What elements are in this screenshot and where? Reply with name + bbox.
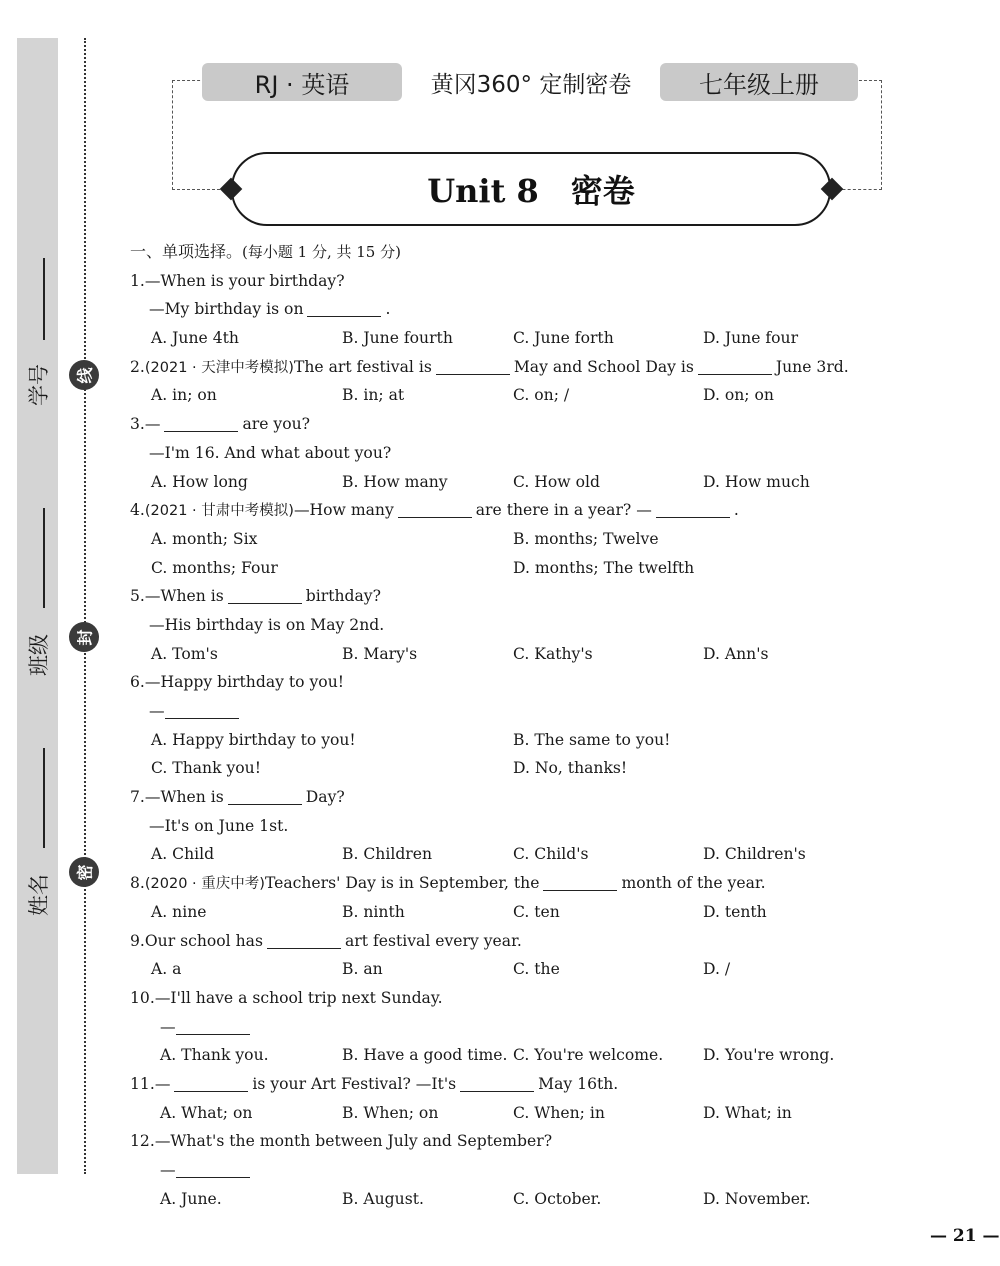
answer-blank[interactable] <box>176 1017 250 1035</box>
question-3: 3.— are you? <box>130 415 311 434</box>
option-c[interactable]: C. How old <box>513 472 600 491</box>
question-4-options-cd <box>130 554 920 583</box>
seal-mark-seal: 封 <box>69 622 99 652</box>
option-d[interactable]: D. / <box>703 960 731 979</box>
question-5: 5.—When is birthday? <box>130 587 381 606</box>
option-c[interactable]: C. June forth <box>513 329 614 348</box>
question-12: 12.—What's the month between July and September? <box>130 1132 553 1151</box>
option-b[interactable]: B. Have a good time. <box>342 1046 508 1065</box>
answer-blank[interactable] <box>267 931 341 949</box>
question-list <box>130 238 920 1213</box>
question-11: 11.— is your Art Festival? —It's May 16th. <box>130 1074 619 1093</box>
option-d[interactable]: D. November. <box>703 1189 811 1208</box>
answer-blank[interactable] <box>543 873 617 891</box>
option-d[interactable]: D. months; The twelfth <box>513 558 695 577</box>
option-b[interactable]: B. The same to you! <box>513 730 671 749</box>
option-a[interactable]: A. month; Six <box>151 529 258 548</box>
question-3-options <box>130 468 920 497</box>
option-d[interactable]: D. You're wrong. <box>703 1046 835 1065</box>
subject-label: RJ · 英语 <box>202 63 402 101</box>
question-6: 6.—Happy birthday to you! <box>130 673 345 692</box>
option-a[interactable]: A. Happy birthday to you! <box>151 730 356 749</box>
grade-label: 七年级上册 <box>660 63 858 101</box>
option-a[interactable]: A. June 4th <box>151 329 239 348</box>
series-title: 黄冈360° 定制密卷 <box>402 63 660 101</box>
cut-line <box>84 38 86 1174</box>
option-d[interactable]: D. Children's <box>703 845 806 864</box>
question-11-options <box>130 1099 920 1128</box>
question-6-answer-line: — <box>130 697 920 726</box>
option-b[interactable]: B. in; at <box>342 386 405 405</box>
question-3-reply: —I'm 16. And what about you? <box>149 443 392 462</box>
answer-blank[interactable] <box>228 586 302 604</box>
option-d[interactable]: D. How much <box>703 472 810 491</box>
option-c[interactable]: C. months; Four <box>151 558 278 577</box>
question-1-options <box>130 324 920 353</box>
option-c[interactable]: C. ten <box>513 902 560 921</box>
option-b[interactable]: B. When; on <box>342 1103 439 1122</box>
option-b[interactable]: B. months; Twelve <box>513 529 659 548</box>
question-2-options <box>130 381 920 410</box>
question-7-reply: —It's on June 1st. <box>149 816 289 835</box>
answer-blank[interactable] <box>164 414 238 432</box>
answer-blank[interactable] <box>656 500 730 518</box>
option-a[interactable]: A. June. <box>160 1189 222 1208</box>
option-c[interactable]: C. When; in <box>513 1103 605 1122</box>
option-d[interactable]: D. What; in <box>703 1103 792 1122</box>
student-id-label: 学号 <box>26 364 51 406</box>
option-c[interactable]: C. October. <box>513 1189 602 1208</box>
option-d[interactable]: D. tenth <box>703 902 767 921</box>
question-5-options <box>130 640 920 669</box>
option-c[interactable]: C. You're welcome. <box>513 1046 664 1065</box>
class-line <box>43 508 45 608</box>
answer-blank[interactable] <box>698 357 772 375</box>
option-a[interactable]: A. How long <box>151 472 248 491</box>
option-a[interactable]: A. Child <box>151 845 215 864</box>
option-c[interactable]: C. Thank you! <box>151 759 261 778</box>
class-label: 班级 <box>26 634 51 676</box>
question-10-answer-line: — <box>130 1013 920 1042</box>
option-c[interactable]: C. Child's <box>513 845 589 864</box>
question-5-reply: —His birthday is on May 2nd. <box>149 615 385 634</box>
seal-mark-secret: 密 <box>69 857 99 887</box>
option-b[interactable]: B. ninth <box>342 902 405 921</box>
question-2: 2.(2021 · 天津中考模拟)The art festival is May and School Day is June 3rd. <box>130 357 849 376</box>
question-7-options <box>130 840 920 869</box>
name-line <box>43 748 45 848</box>
answer-blank[interactable] <box>436 357 510 375</box>
answer-blank[interactable] <box>165 701 239 719</box>
binding-strip <box>17 38 58 1174</box>
student-id-line <box>43 258 45 340</box>
section-heading: 一、单项选择。(每小题 1 分, 共 15 分) <box>130 242 401 261</box>
answer-blank[interactable] <box>176 1160 250 1178</box>
seal-mark-line: 线 <box>69 360 99 390</box>
answer-blank[interactable] <box>174 1074 248 1092</box>
question-4-options-ab <box>130 525 920 554</box>
answer-blank[interactable] <box>398 500 472 518</box>
question-4: 4.(2021 · 甘肃中考模拟)—How many are there in a year? — . <box>130 501 739 520</box>
option-d[interactable]: D. on; on <box>703 386 774 405</box>
option-b[interactable]: B. How many <box>342 472 448 491</box>
option-a[interactable]: A. in; on <box>151 386 217 405</box>
option-a[interactable]: A. nine <box>151 902 207 921</box>
option-d[interactable]: D. June four <box>703 329 799 348</box>
option-c[interactable]: C. on; / <box>513 386 570 405</box>
option-b[interactable]: B. an <box>342 960 383 979</box>
question-1-answer-line: —My birthday is on . <box>149 300 391 319</box>
question-12-answer-line: — <box>130 1156 920 1185</box>
option-a[interactable]: A. a <box>151 960 182 979</box>
question-10-options <box>130 1041 920 1070</box>
option-c[interactable]: C. the <box>513 960 560 979</box>
question-8: 8.(2020 · 重庆中考)Teachers' Day is in September, the month of the year. <box>130 874 766 893</box>
question-12-options <box>130 1185 920 1214</box>
option-d[interactable]: D. Ann's <box>703 644 769 663</box>
question-10: 10.—I'll have a school trip next Sunday. <box>130 988 443 1007</box>
option-b[interactable]: B. June fourth <box>342 329 453 348</box>
answer-blank[interactable] <box>307 299 381 317</box>
question-9: 9.Our school has art festival every year. <box>130 931 522 950</box>
option-b[interactable]: B. Children <box>342 845 433 864</box>
option-a[interactable]: A. Thank you. <box>160 1046 269 1065</box>
page-number: — 21 — <box>930 1226 1000 1246</box>
question-9-options <box>130 955 920 984</box>
answer-blank[interactable] <box>228 787 302 805</box>
question-1: 1.—When is your birthday? <box>130 271 345 290</box>
question-6-options-cd <box>130 754 920 783</box>
option-b[interactable]: B. Mary's <box>342 644 418 663</box>
header-frame-left <box>172 189 220 190</box>
option-b[interactable]: B. August. <box>342 1189 424 1208</box>
option-d[interactable]: D. No, thanks! <box>513 759 628 778</box>
unit-title: Unit 8 密卷 <box>427 172 635 210</box>
name-label: 姓名 <box>26 874 51 916</box>
option-a[interactable]: A. What; on <box>160 1103 253 1122</box>
question-6-options-ab <box>130 726 920 755</box>
question-7: 7.—When is Day? <box>130 788 345 807</box>
option-a[interactable]: A. Tom's <box>151 644 218 663</box>
answer-blank[interactable] <box>460 1074 534 1092</box>
question-8-options <box>130 898 920 927</box>
option-c[interactable]: C. Kathy's <box>513 644 593 663</box>
